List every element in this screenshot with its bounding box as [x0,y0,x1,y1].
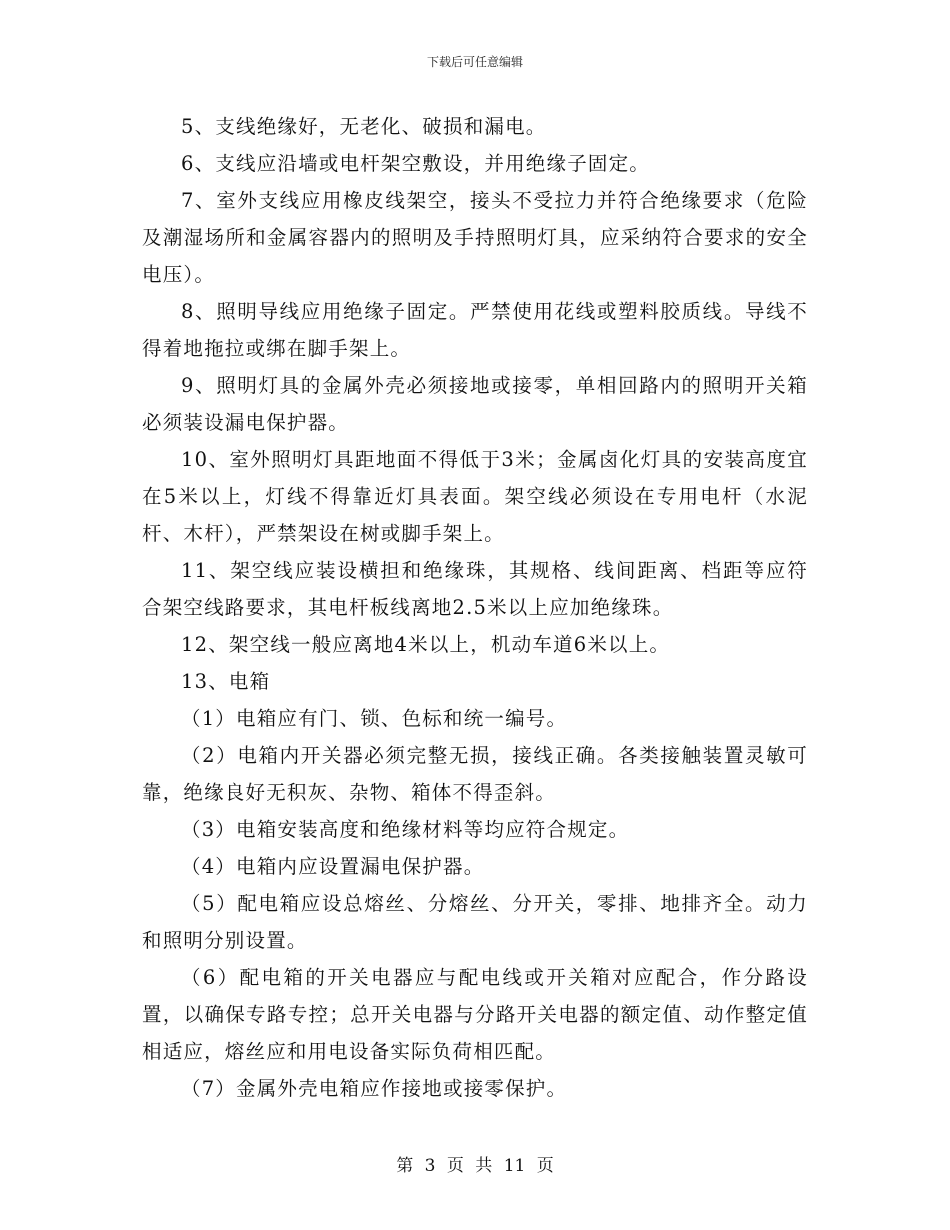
section-heading-electric-box: 13、电箱 [181,670,271,693]
sub-item-3: （3）电箱安装高度和绝缘材料等均应符合规定。 [181,818,630,841]
sub-item-5: （5）配电箱应设总熔丝、分熔丝、分开关，零排、地排齐全。动力和照明分别设置。 [142,892,808,952]
sub-item-6: （6）配电箱的开关电器应与配电线或开关箱对应配合，作分路设置，以确保专路专控；总开关电器与分路开关电器的额定值、动作整定值相适应，熔丝应和用电设备实际负荷相匹配。 [142,966,808,1063]
paragraph-item-8: 8、照明导线应用绝缘子固定。严禁使用花线或塑料胶质线。导线不得着地拖拉或绑在脚手架上。 [142,300,808,360]
paragraph-item-9: 9、照明灯具的金属外壳必须接地或接零，单相回路内的照明开关箱必须装设漏电保护器。 [142,374,808,434]
document-body [142,108,808,1107]
sub-item-4: （4）电箱内应设置漏电保护器。 [181,855,485,878]
sub-item-1: （1）电箱应有门、锁、色标和统一编号。 [181,707,568,730]
sub-item-2: （2）电箱内开关器必须完整无损，接线正确。各类接触装置灵敏可靠，绝缘良好无积灰、杂物、箱体不得歪斜。 [142,744,808,804]
paragraph-item-5: 5、支线绝缘好，无老化、破损和漏电。 [181,115,547,138]
paragraph-item-10: 10、室外照明灯具距地面不得低于3米；金属卤化灯具的安装高度宜在5米以上，灯线不得靠近灯具表面。架空线必须设在专用电杆（水泥杆、木杆），严禁架设在树或脚手架上。 [142,448,808,545]
paragraph-item-12: 12、架空线一般应离地4米以上，机动车道6米以上。 [181,633,671,656]
page-number-footer: 第 3 页 共 11 页 [396,1156,554,1176]
paragraph-item-7: 7、室外支线应用橡皮线架空，接头不受拉力并符合绝缘要求（危险及潮湿场所和金属容器内的照明及手持照明灯具，应采纳符合要求的安全电压）。 [142,189,808,286]
page-header: 下载后可任意编辑 [426,55,523,69]
sub-item-7: （7）金属外壳电箱应作接地或接零保护。 [181,1077,568,1100]
paragraph-item-6: 6、支线应沿墙或电杆架空敷设，并用绝缘子固定。 [181,152,651,175]
paragraph-item-11: 11、架空线应装设横担和绝缘珠，其规格、线间距离、档距等应符合架空线路要求，其电杆板线离地2.5米以上应加绝缘珠。 [142,559,808,619]
